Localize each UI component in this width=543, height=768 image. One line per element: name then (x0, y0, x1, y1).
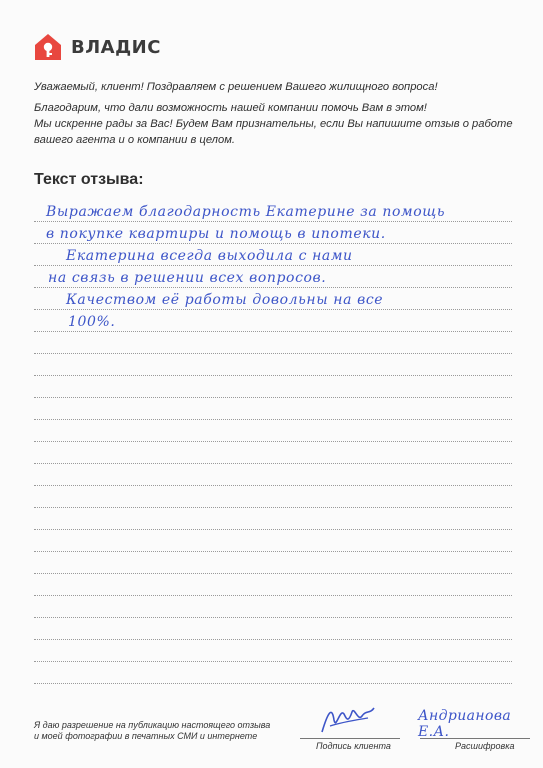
brand-logo (33, 32, 161, 62)
ruled-line (34, 530, 512, 552)
consent-line: Я даю разрешение на публикацию настоящего отзыва (34, 720, 271, 730)
ruled-line (34, 574, 512, 596)
ruled-line (34, 508, 512, 530)
ruled-line (34, 640, 512, 662)
client-signature (318, 702, 378, 736)
ruled-line (34, 442, 512, 464)
intro-line: Благодарим, что дали возможность нашей компании помочь Вам в этом! (34, 102, 427, 114)
ruled-line (34, 486, 512, 508)
publication-consent (34, 720, 284, 742)
intro-line: вашего агента и о компании в целом. (34, 134, 235, 146)
intro-line: Уважаемый, клиент! Поздравляем с решением Вашего жилищного вопроса! (34, 81, 438, 93)
handwritten-line: 100%. (68, 314, 116, 330)
ruled-line (34, 662, 512, 684)
ruled-line (34, 354, 512, 376)
brand-name: ВЛАДИС (71, 36, 161, 58)
intro-line: Мы искренне рады за Вас! Будем Вам признательны, если Вы напишите отзыв о работе (34, 118, 513, 130)
signature-label: Подпись клиента (316, 741, 391, 751)
handwritten-line: Качеством её работы довольны на все (66, 292, 384, 308)
handwritten-line: Выражаем благодарность Екатерине за помощь (46, 204, 446, 220)
ruled-line (34, 376, 512, 398)
intro-text (34, 79, 514, 148)
ruled-line (34, 332, 512, 354)
ruled-line (34, 552, 512, 574)
house-key-icon (33, 32, 63, 62)
ruled-line (34, 464, 512, 486)
transcript-label: Расшифровка (455, 741, 515, 751)
ruled-line (34, 420, 512, 442)
signature-underline (300, 738, 400, 739)
consent-line: и моей фотографии в печатных СМИ и интернете (34, 731, 258, 741)
ruled-line (34, 618, 512, 640)
handwritten-line: Екатерина всегда выходила с нами (66, 248, 353, 264)
ruled-line (34, 398, 512, 420)
ruled-line (34, 596, 512, 618)
signature-transcript: Андрианова Е.А. (418, 708, 512, 740)
review-heading: Текст отзыва: (34, 171, 144, 188)
handwritten-line: на связь в решении всех вопросов. (48, 270, 327, 286)
transcript-underline (420, 738, 530, 739)
handwritten-line: в покупке квартиры и помощь в ипотеки. (46, 226, 386, 242)
